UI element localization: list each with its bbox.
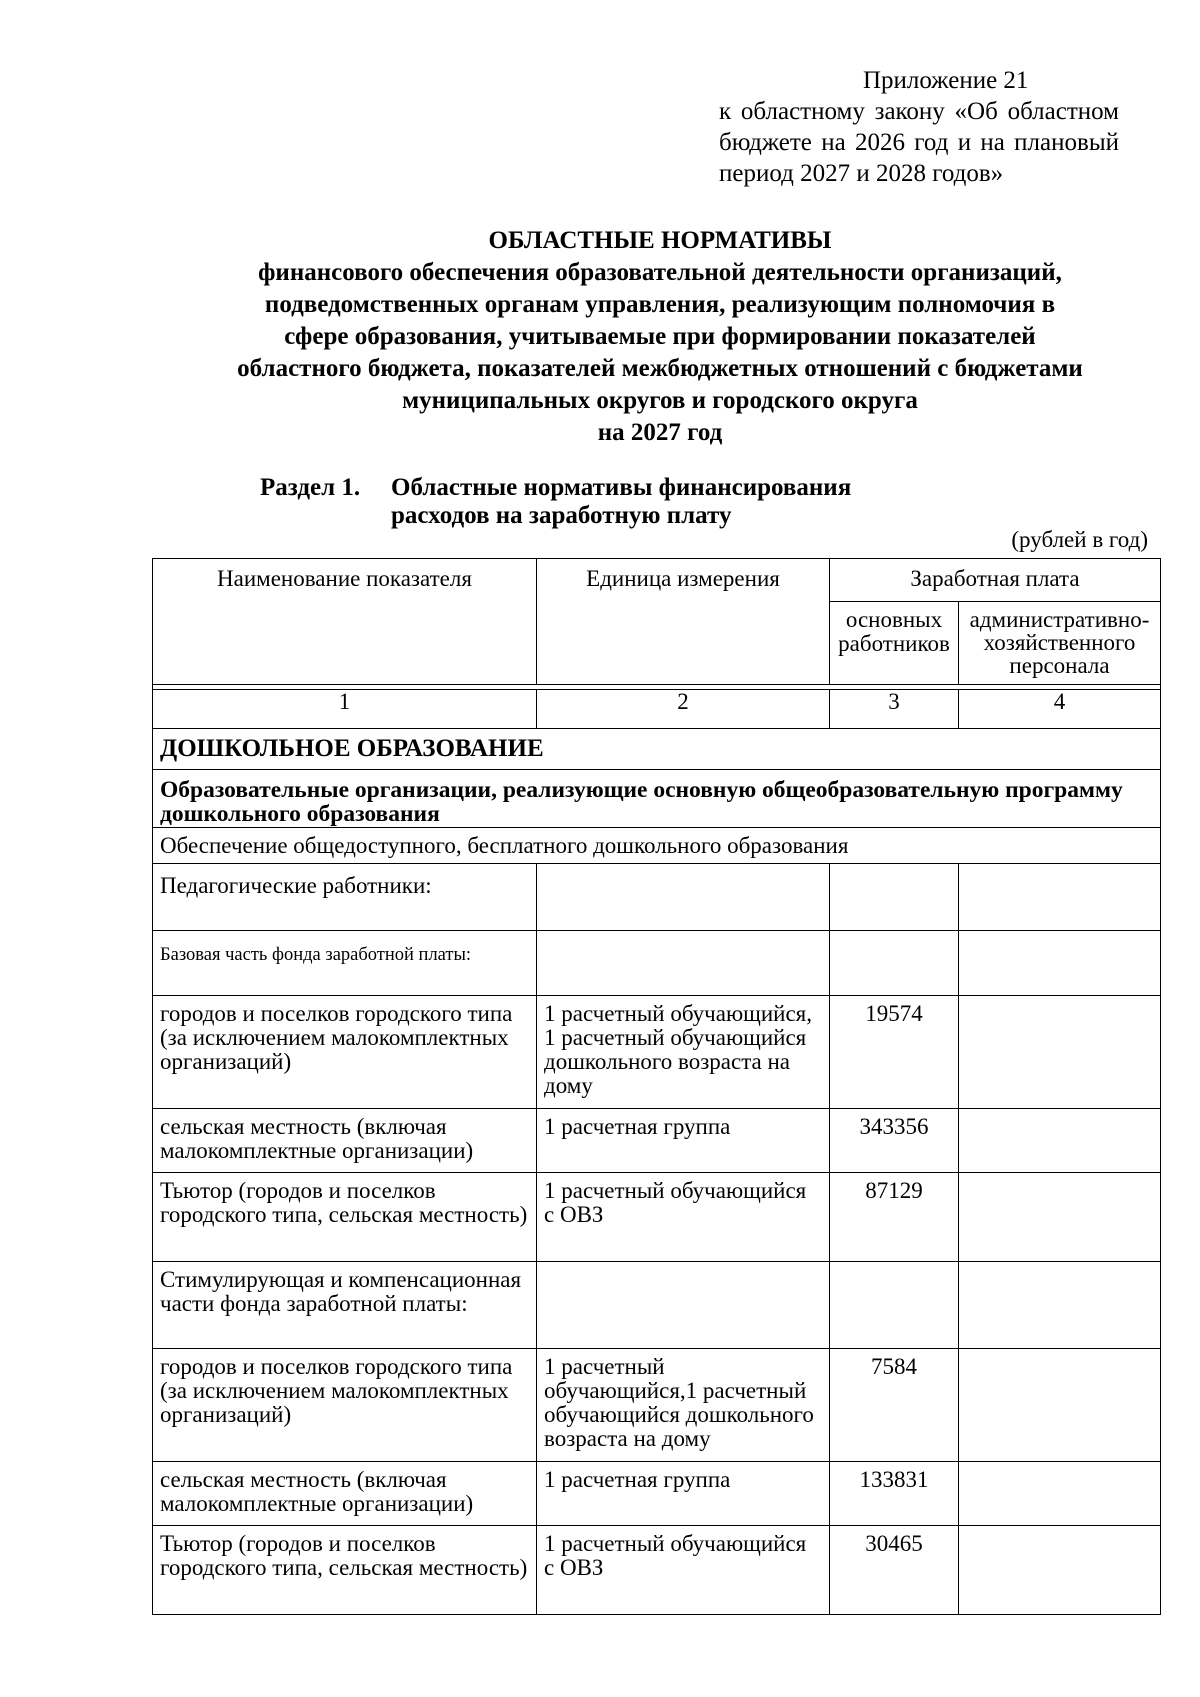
table-row	[153, 1173, 1161, 1262]
row-main-value: 30465	[830, 1526, 959, 1615]
row-admin-value	[959, 931, 1161, 996]
row-admin-value	[959, 1262, 1161, 1349]
title-line: областного бюджета, показателей межбюджетных отношений с бюджетами	[237, 355, 1083, 382]
column-numbers-row	[153, 690, 1161, 729]
row-unit: 1 расчетный обучающийся с ОВЗ	[537, 1526, 830, 1615]
row-unit: 1 расчетный обучающийся с ОВЗ	[537, 1173, 830, 1262]
row-unit	[537, 931, 830, 996]
row-admin-value	[959, 1109, 1161, 1173]
appendix-body: к областному закону «Об областном бюджете на 2026 год и на плановый период 2027 и 2028 годов»	[719, 98, 1119, 187]
table-row	[153, 996, 1161, 1109]
section-number: Раздел 1.	[260, 474, 361, 501]
row-admin-value	[959, 864, 1161, 931]
header-admin-staff: административно-хозяйственного персонала	[959, 602, 1161, 685]
title-line: муниципальных округов и городского округа	[402, 387, 918, 414]
row-name: Стимулирующая и компенсационная части фонда заработной платы:	[153, 1262, 537, 1349]
header-row	[153, 559, 1161, 602]
row-name: Педагогические работники:	[153, 864, 537, 931]
table-row	[153, 1109, 1161, 1173]
row-admin-value	[959, 1173, 1161, 1262]
row-name: Базовая часть фонда заработной платы:	[153, 931, 537, 996]
row-name: Тьютор (городов и поселков городского типа, сельская местность)	[153, 1173, 537, 1262]
table-row	[153, 1262, 1161, 1349]
norms-table	[152, 558, 1161, 1615]
row-name: городов и поселков городского типа (за исключением малокомплектных организаций)	[153, 996, 537, 1109]
row-unit: 1 расчетный обучающийся,1 расчетный обучающийся дошкольного возраста на дому	[537, 1349, 830, 1462]
category-row	[153, 729, 1161, 770]
title-main: ОБЛАСТНЫЕ НОРМАТИВЫ	[488, 227, 832, 254]
header-unit: Единица измерения	[537, 559, 830, 685]
row-unit: 1 расчетная группа	[537, 1109, 830, 1173]
program-row	[153, 828, 1161, 864]
column-number: 1	[153, 690, 537, 729]
row-main-value	[830, 864, 959, 931]
row-admin-value	[959, 1462, 1161, 1526]
header-main-staff: основных работников	[830, 602, 959, 685]
row-unit: 1 расчетный обучающийся, 1 расчетный обучающийся дошкольного возраста на дому	[537, 996, 830, 1109]
column-number: 3	[830, 690, 959, 729]
column-number: 4	[959, 690, 1161, 729]
row-unit	[537, 1262, 830, 1349]
row-name: городов и поселков городского типа (за исключением малокомплектных организаций)	[153, 1349, 537, 1462]
table-row	[153, 1526, 1161, 1615]
program-title: Обеспечение общедоступного, бесплатного дошкольного образования	[153, 828, 1161, 864]
title-line: на 2027 год	[597, 419, 723, 446]
row-unit	[537, 864, 830, 931]
row-main-value: 133831	[830, 1462, 959, 1526]
header-name: Наименование показателя	[153, 559, 537, 685]
row-admin-value	[959, 1349, 1161, 1462]
document-title	[120, 225, 1200, 449]
table-row	[153, 931, 1161, 996]
table-row	[153, 864, 1161, 931]
row-main-value	[830, 1262, 959, 1349]
column-number: 2	[537, 690, 830, 729]
row-main-value: 7584	[830, 1349, 959, 1462]
section-title-line2: расходов на заработную плату	[391, 502, 732, 529]
section-heading	[260, 474, 851, 530]
title-line: подведомственных органам управления, реализующим полномочия в	[264, 291, 1056, 318]
row-name: Тьютор (городов и поселков городского типа, сельская местность)	[153, 1526, 537, 1615]
row-unit: 1 расчетная группа	[537, 1462, 830, 1526]
row-name: сельская местность (включая малокомплектные организации)	[153, 1109, 537, 1173]
section-title-line1: Областные нормативы финансирования	[391, 474, 852, 501]
row-main-value: 87129	[830, 1173, 959, 1262]
title-line: финансового обеспечения образовательной деятельности организаций,	[258, 259, 1062, 286]
row-admin-value	[959, 996, 1161, 1109]
row-main-value: 19574	[830, 996, 959, 1109]
table-row	[153, 1349, 1161, 1462]
subcategory-row	[153, 770, 1161, 828]
row-admin-value	[959, 1526, 1161, 1615]
title-line: сфере образования, учитываемые при формировании показателей	[284, 323, 1036, 350]
row-name: сельская местность (включая малокомплектные организации)	[153, 1462, 537, 1526]
appendix-title: Приложение 21	[863, 67, 1029, 94]
appendix-block	[719, 65, 1119, 189]
unit-note: (рублей в год)	[1011, 527, 1148, 552]
subcategory-title: Образовательные организации, реализующие основную общеобразовательную программу дошкольного образования	[153, 770, 1161, 828]
table-row	[153, 1462, 1161, 1526]
row-main-value: 343356	[830, 1109, 959, 1173]
category-title: ДОШКОЛЬНОЕ ОБРАЗОВАНИЕ	[153, 729, 1161, 770]
header-salary: Заработная плата	[830, 559, 1161, 602]
row-main-value	[830, 931, 959, 996]
